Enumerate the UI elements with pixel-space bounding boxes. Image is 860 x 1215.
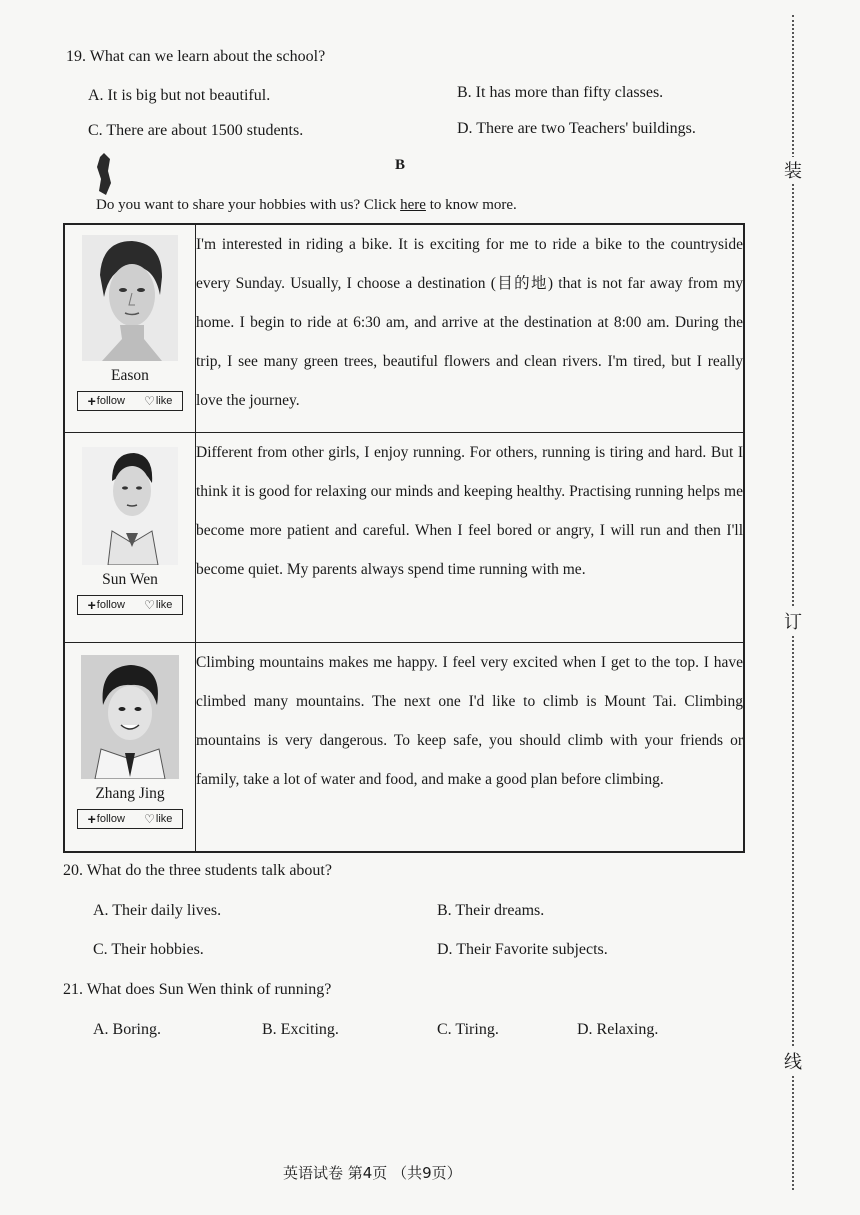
q19-option-c[interactable]: C. There are about 1500 students. <box>88 122 304 139</box>
hobby-text: Different from other girls, I enjoy running. For others, running is tiring and hard. But I think it is good for relaxing our minds and keeping healthy. Practising running helps me become more patient and careful. When I feel bored or angry, I will run and then I'll become quiet. My parents always spend time running with me. <box>196 432 745 642</box>
like-label: like <box>155 812 173 825</box>
like-button[interactable] <box>144 599 172 611</box>
plus-icon: + <box>87 596 96 613</box>
person-name: Zhang Jing <box>95 784 165 802</box>
table-row <box>64 224 744 432</box>
avatar <box>81 655 179 779</box>
q19-option-d[interactable]: D. There are two Teachers' buildings. <box>457 120 696 137</box>
person-name: Sun Wen <box>102 570 158 588</box>
q20-option-a[interactable]: A. Their daily lives. <box>93 902 222 919</box>
follow-label: follow <box>96 598 125 611</box>
section-letter: B <box>395 157 406 173</box>
q19-option-b[interactable]: B. It has more than fifty classes. <box>457 84 664 101</box>
hobby-text: I'm interested in riding a bike. It is exciting for me to ride a bike to the countryside every Sunday. Usually, I choose a destination (目的地) that is not far away from my home. I begin to ride at 6:30 am, and arrive at the destination at 8:00 am. During the trip, I see many green trees, beautiful flowers and clean rivers. I'm tired, but I really love the journey. <box>196 224 745 432</box>
follow-like-bar <box>77 809 183 829</box>
intro-text-end: to know more. <box>425 197 517 213</box>
person-cell <box>64 642 196 852</box>
section-intro <box>96 197 517 214</box>
q20-option-b[interactable]: B. Their dreams. <box>437 902 545 919</box>
q20-question: 20. What do the three students talk about? <box>63 862 332 879</box>
q21-option-d[interactable]: D. Relaxing. <box>577 1021 659 1038</box>
follow-button[interactable] <box>88 598 125 612</box>
plus-icon: + <box>87 393 96 409</box>
like-button[interactable] <box>144 813 172 825</box>
person-name: Eason <box>111 367 149 384</box>
page-footer: 英语试卷 第4页 （共9页） <box>283 1164 462 1182</box>
click-here-link[interactable]: here <box>400 197 426 213</box>
hobby-text: Climbing mountains makes me happy. I feel very excited when I get to the top. I have climbed many mountains. The next one I'd like to climb is Mount Tai. Climbing mountains is very dangerous. To keep safe, you should climb with your friends or family, take a lot of water and food, and make a good plan before climbing. <box>196 642 745 852</box>
follow-like-bar <box>77 391 183 411</box>
q21-option-c[interactable]: C. Tiring. <box>437 1021 499 1038</box>
q19-question: 19. What can we learn about the school? <box>66 48 326 65</box>
heart-icon: ♡ <box>144 597 155 612</box>
person-cell <box>64 224 196 432</box>
follow-label: follow <box>96 812 125 825</box>
avatar <box>82 235 178 361</box>
follow-button[interactable] <box>88 394 125 408</box>
ink-blot <box>96 153 112 195</box>
q21-option-a[interactable]: A. Boring. <box>93 1021 161 1038</box>
q20-option-c[interactable]: C. Their hobbies. <box>93 941 204 958</box>
intro-text-start: Do you want to share your hobbies with us? Click <box>96 197 401 213</box>
hobbies-table <box>63 223 745 853</box>
avatar <box>82 447 178 565</box>
q21-question: 21. What does Sun Wen think of running? <box>63 981 332 998</box>
follow-label: follow <box>96 395 125 407</box>
margin-char-ding: 订 <box>782 608 804 634</box>
margin-char-xian: 线 <box>782 1048 804 1074</box>
binding-margin-line <box>792 15 794 1190</box>
like-button[interactable] <box>144 395 172 407</box>
follow-like-bar <box>77 595 183 615</box>
q21-option-b[interactable]: B. Exciting. <box>262 1021 339 1038</box>
like-label: like <box>155 395 173 407</box>
table-row <box>64 642 744 852</box>
q19-option-a[interactable]: A. It is big but not beautiful. <box>88 87 271 104</box>
person-cell <box>64 432 196 642</box>
plus-icon: + <box>87 810 96 827</box>
heart-icon: ♡ <box>144 394 155 408</box>
q20-option-d[interactable]: D. Their Favorite subjects. <box>437 941 608 958</box>
follow-button[interactable] <box>88 812 125 826</box>
heart-icon: ♡ <box>144 811 155 826</box>
margin-char-zhuang: 装 <box>782 157 804 183</box>
like-label: like <box>155 598 173 611</box>
table-row <box>64 432 744 642</box>
